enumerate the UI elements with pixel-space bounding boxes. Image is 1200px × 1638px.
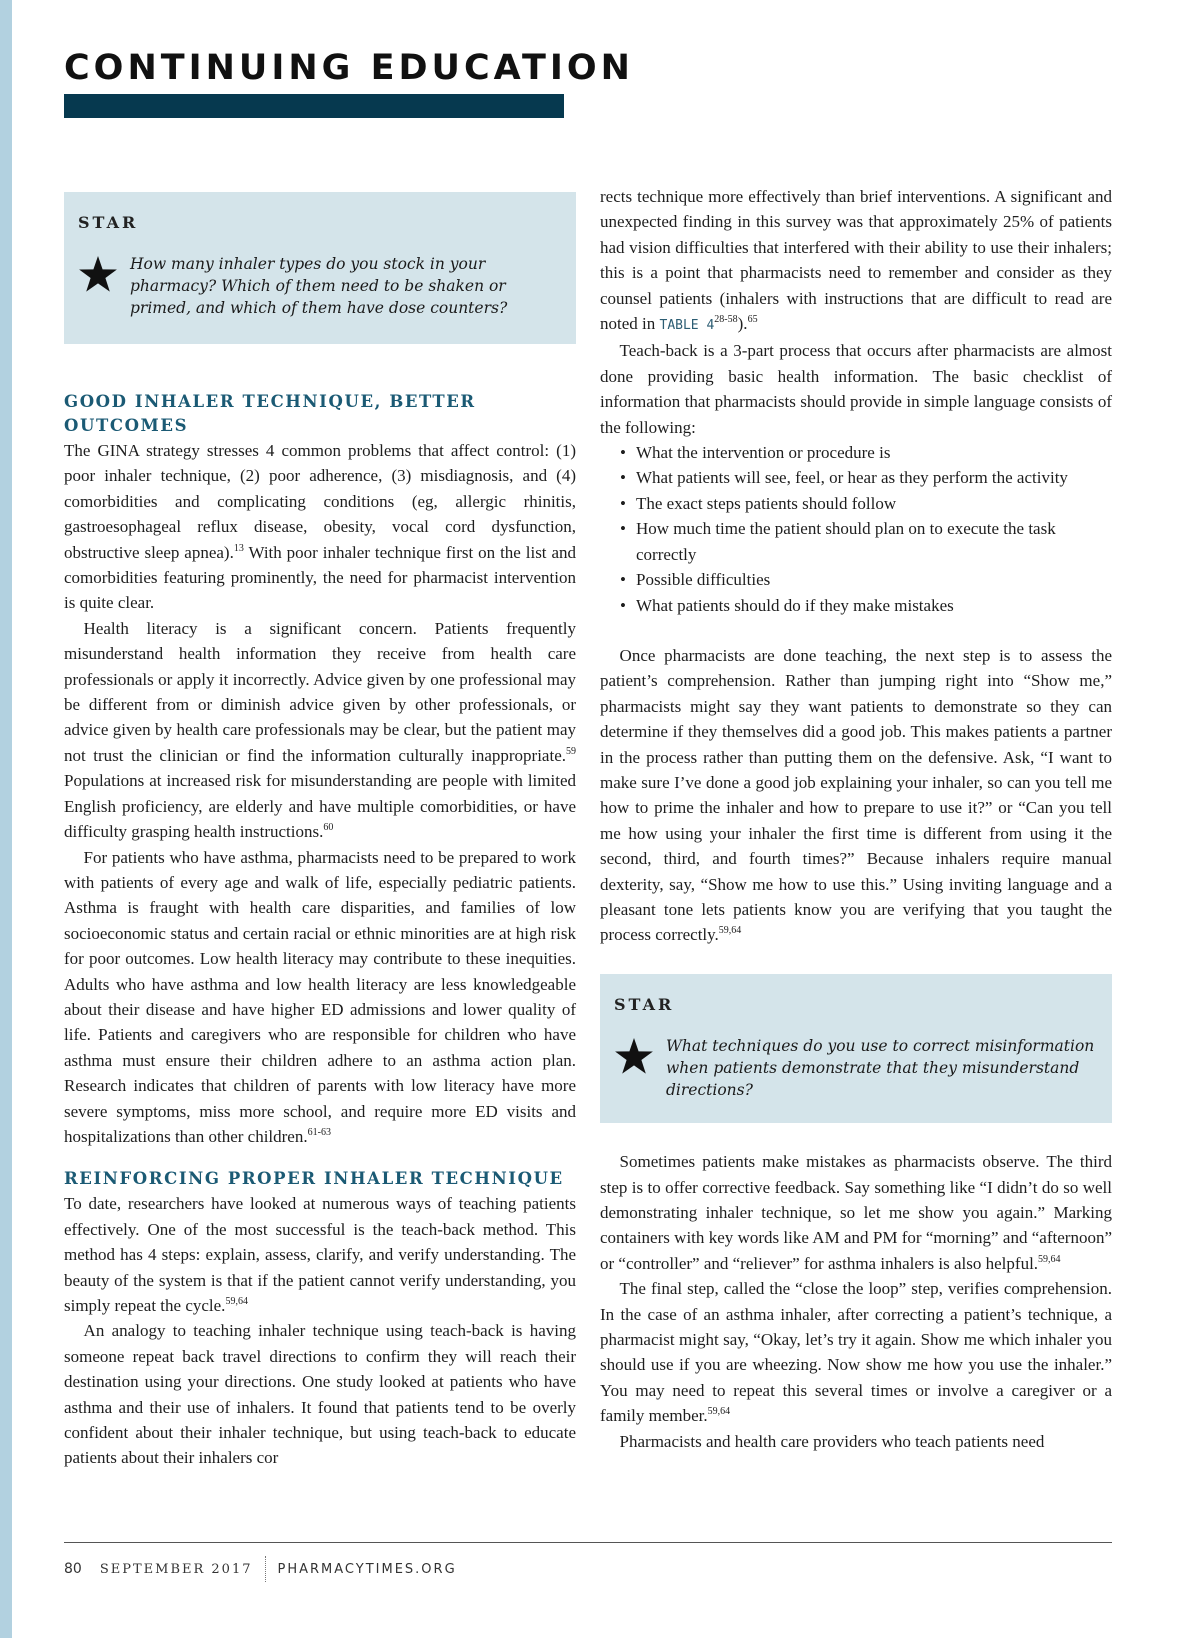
- star-icon: [614, 1037, 654, 1077]
- paragraph-text: The GINA strategy stresses 4 common problems that affect control: (1) poor inhaler technique, (2) poor adherence, (3) misdiagnosis, and (4) comorbidities and complicating conditions (eg, allergic rhinitis, gastroesophageal reflux disease, obesity, vocal cord dysfunction, obstructive sleep apnea).: [64, 441, 576, 562]
- reference-superscript: 65: [747, 314, 758, 326]
- footer-divider: [265, 1556, 266, 1582]
- star-icon: [78, 255, 118, 295]
- paragraph-text: With poor inhaler technique first on the list and comorbidities featuring prominently, the need for pharmacist intervention is quite clear.: [64, 542, 576, 613]
- page-edge-bar: [0, 0, 12, 1638]
- body-paragraph: [64, 1191, 576, 1318]
- checklist-item: • The exact steps patients should follow: [600, 491, 1112, 516]
- reference-superscript: 59,64: [1038, 1253, 1061, 1265]
- paragraph-text: The final step, called the “close the loop” step, verifies comprehension. In the case of an asthma inhaler, after correcting a patient’s technique, a pharmacist might say, “Okay, let’s try it again. Show me which inhaler you should use if you are wheezing. Now show me how you use the inhaler.” You may need to repeat this several times or involve a caregiver or a family member.: [600, 1279, 1112, 1426]
- section-heading: GOOD INHALER TECHNIQUE, BETTER OUTCOMES: [64, 392, 476, 435]
- reference-superscript: 61-63: [307, 1126, 331, 1138]
- footer-rule: [64, 1542, 1112, 1543]
- body-paragraph: An analogy to teaching inhaler technique using teach-back is having someone repeat back travel directions to confirm they will reach their destination using your directions. One study looked at patients who have asthma and their use of inhalers. It found that patients tend to be overly confident about their inhaler technique, but using teach-back to educate patients about their inhalers cor: [64, 1321, 576, 1468]
- paragraph-text: Health literacy is a significant concern. Patients frequently misunderstand health information they receive from health care professionals or apply it incorrectly. Advice given by one professional may be different from or diminish advice given by other professionals, or advice given by health care professionals may be clear, but the patient may not trust the clinician or find the information culturally inappropriate.: [64, 618, 576, 765]
- reference-superscript: 60: [323, 822, 334, 834]
- title-underline-bar: [64, 94, 564, 118]
- issue-date: SEPTEMBER 2017: [99, 1561, 253, 1577]
- reference-superscript: 28-58: [714, 314, 738, 326]
- paragraph-gap: [600, 618, 1112, 643]
- paragraph-text: Sometimes patients make mistakes as pharmacists observe. The third step is to offer corrective feedback. Say something like “I didn’t do so well demonstrating inhaler technique, so let me show you again.” Marking containers with key words like AM and PM for “morning” and “afternoon” or “controller” and “reliever” for asthma inhalers is also helpful.: [600, 1152, 1112, 1273]
- paragraph-text: rects technique more effectively than brief interventions. A significant and unexpected finding in this survey was that approximately 25% of patients had vision difficulties that interfered with their ability to use their inhalers; this is a point that pharmacists need to remember and consider as they counsel patients (inhalers with instructions that are difficult to read are noted in: [600, 187, 1112, 334]
- checklist-item: • Possible difficulties: [600, 567, 1112, 592]
- page-footer: [64, 1556, 457, 1582]
- reference-superscript: 13: [233, 542, 244, 554]
- body-paragraph: Teach-back is a 3-part process that occurs after pharmacists are almost done providing basic health information. The basic checklist of information that pharmacists should provide in simple language consists of the following:: [600, 341, 1112, 437]
- section-heading: REINFORCING PROPER INHALER TECHNIQUE: [64, 1169, 564, 1189]
- reference-superscript: 59: [566, 745, 576, 757]
- checklist: [600, 440, 1112, 618]
- body-paragraph: [600, 643, 1112, 948]
- page-number: 80: [64, 1561, 82, 1577]
- checklist-item: • What the intervention or procedure is: [600, 440, 1112, 465]
- checklist-item: • What patients should do if they make mistakes: [600, 593, 1112, 618]
- website-link[interactable]: PHARMACYTIMES.ORG: [277, 1561, 457, 1577]
- star-callout-question: What techniques do you use to correct misinformation when patients demonstrate that they misunderstand directions?: [666, 1037, 1095, 1100]
- checklist-item: • How much time the patient should plan on to execute the task correctly: [600, 516, 1112, 567]
- star-callout-box: [600, 974, 1112, 1123]
- paragraph-text: Populations at increased risk for misunderstanding are people with limited English proficiency, are elderly and have multiple comorbidities, or have difficulty grasping health instructions.: [64, 771, 576, 842]
- paragraph-text: For patients who have asthma, pharmacists need to be prepared to work with patients of every age and walk of life, especially pediatric patients. Asthma is fraught with health care disparities, and families of low socioeconomic status and certain racial or ethnic minorities are at high risk for poor outcomes. Low health literacy may contribute to these inequities. Adults who have asthma and low health literacy are less knowledgeable about their disease and have higher ED admissions and lower quality of life. Patients and caregivers who are responsible for children who have asthma must ensure their children adhere to an asthma action plan. Research indicates that children of parents with low literacy have more severe symptoms, miss more school, and require more ED visits and hospitalizations than other children.: [64, 847, 576, 1146]
- right-column: [600, 184, 1112, 1454]
- body-paragraph: [600, 184, 1112, 338]
- table-reference: TABLE 4: [659, 318, 715, 334]
- star-callout-row: [614, 1035, 1098, 1101]
- star-callout-row: [78, 253, 562, 319]
- body-paragraph: [64, 616, 576, 845]
- body-paragraph: [64, 845, 576, 1150]
- body-paragraph: [600, 1149, 1112, 1276]
- reference-superscript: 59,64: [707, 1406, 731, 1418]
- star-callout-label: STAR: [78, 213, 139, 232]
- left-column: [64, 192, 576, 1471]
- body-paragraph: Pharmacists and health care providers who teach patients need: [619, 1431, 1045, 1451]
- star-callout-question: How many inhaler types do you stock in your pharmacy? Which of them need to be shaken or primed, and which of them have dose counters?: [130, 255, 508, 318]
- star-callout-box: [64, 192, 576, 344]
- paragraph-text: ).: [737, 314, 748, 334]
- reference-superscript: 59,64: [718, 925, 742, 937]
- paragraph-text: To date, researchers have looked at numerous ways of teaching patients effectively. One of the most successful is the teach-back method. This method has 4 steps: explain, assess, clarify, and verify understanding. The beauty of the system is that if the patient cannot verify understanding, you simply repeat the cycle.: [64, 1194, 576, 1315]
- body-paragraph: [600, 1276, 1112, 1428]
- checklist-item: • What patients will see, feel, or hear as they perform the activity: [600, 465, 1112, 490]
- paragraph-text: Once pharmacists are done teaching, the next step is to assess the patient’s comprehension. Rather than jumping right into “Show me,” pharmacists might say they want patients to demonstrate so they can determine if they themselves did a good job. This makes patients a partner in the process rather than putting them on the defensive. Ask, “I want to make sure I’ve done a good job explaining your inhaler, so can you tell me how to prime the inhaler and how to prepare to use it?” or “Can you tell me how using your inhaler the first time is different from using it the second, third, and fourth times?” Because inhalers require manual dexterity, say, “Show me how to use this.” Using inviting language and a pleasant tone lets patients know you are verifying that you taught the process correctly.: [600, 645, 1112, 945]
- section-title: CONTINUING EDUCATION: [64, 48, 634, 88]
- reference-superscript: 59,64: [225, 1296, 248, 1307]
- star-callout-label: STAR: [614, 994, 675, 1014]
- body-paragraph: [64, 438, 576, 616]
